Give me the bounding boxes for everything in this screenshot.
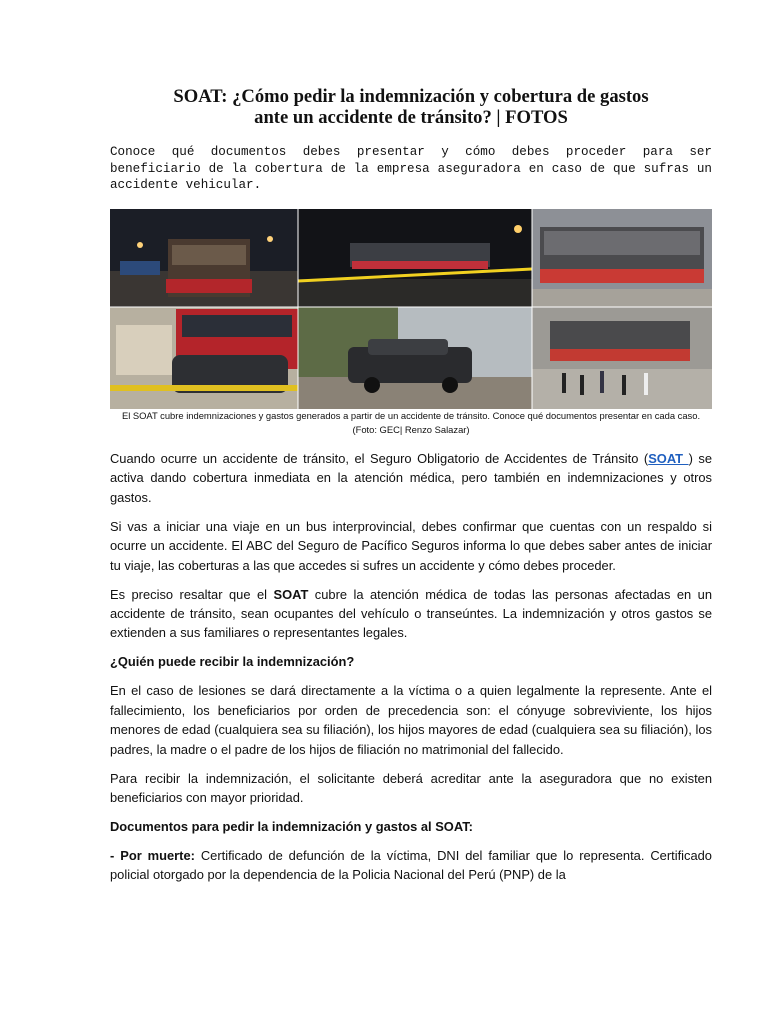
article-body xyxy=(110,449,712,894)
paragraph-2: Si vas a iniciar una viaje en un bus interprovincial, debes confirmar que cuentas con un respaldo si ocurre un accidente. El ABC del Seguro de Pacífico Seguros informa lo que debes saber antes de iniciar tu viaje, las coberturas a las que accedes si sufres un accidente y cómo debes proceder. xyxy=(110,518,712,573)
paragraph-1-text-a: Cuando ocurre un accidente de tránsito, el Seguro Obligatorio de Accidentes de Tránsito ( xyxy=(110,451,649,466)
collage-graphic xyxy=(110,209,712,409)
heading-documents: Documentos para pedir la indemnización y gastos al SOAT: xyxy=(110,819,473,835)
paragraph-5: Para recibir la indemnización, el solicitante deberá acreditar ante la aseguradora que no existen beneficiarios con mayor prioridad. xyxy=(110,770,712,806)
paragraph-6 xyxy=(110,846,712,885)
accident-photo-collage xyxy=(110,209,712,409)
photo-panel-burned-bus-night xyxy=(110,209,298,307)
article-title xyxy=(110,86,712,128)
photo-panel-bus-crowd xyxy=(532,307,712,409)
photo-panel-suv xyxy=(298,307,532,409)
paragraph-1-text-b: ) se activa dando cobertura inmediata en la atención médica, pero también en indemnizaciones y otros gastos. xyxy=(110,451,712,505)
photo-panel-police-tape xyxy=(298,209,532,307)
paragraph-4: En el caso de lesiones se dará directamente a la víctima o a quien legalmente la represente. Ante el fallecimiento, los beneficiarios por orden de precedencia son: el cónyuge sobreviviente, los hijos menores de edad (cualquiera sea su filiación), los hijos mayores de edad (cualquiera sea su filiación), los padres, la madre o el padre de los hijos de filiación no matrimonial del fallecido. xyxy=(110,683,712,757)
photo-panel-crashed-car xyxy=(110,307,298,409)
paragraph-1 xyxy=(110,449,712,507)
title-line-2: ante un accidente de tránsito? | FOTOS xyxy=(254,107,568,128)
paragraph-6-label: - Por muerte: xyxy=(110,848,195,864)
article-intro: Conoce qué documentos debes presentar y cómo debes proceder para ser beneficiario de la cobertura de la empresa aseguradora en caso de que sufras un accidente vehicular. xyxy=(110,145,712,192)
paragraph-6-text: Certificado de defunción de la víctima, DNI del familiar que lo representa. Certificado policial otorgado por la dependencia de la Policia Nacional del Perú (PNP) de la xyxy=(110,848,712,883)
paragraph-3-text-b: cubre la atención médica de todas las personas afectadas en un accidente de tránsito, sean ocupantes del vehículo o transeúntes. La indemnización y otros gastos se extienden a sus familiares o representantes legales. xyxy=(110,586,713,641)
photo-panel-burned-bus-day xyxy=(532,209,712,307)
photo-caption: El SOAT cubre indemnizaciones y gastos generados a partir de un accidente de tránsito. Conoce qué documentos presentar en cada caso. (Foto: GEC| Renzo Salazar) xyxy=(121,410,701,435)
paragraph-3 xyxy=(110,585,712,643)
soat-link[interactable]: SOAT xyxy=(648,451,689,466)
heading-beneficiaries: ¿Quién puede recibir la indemnización? xyxy=(110,654,355,670)
title-line-1: SOAT: ¿Cómo pedir la indemnización y cobertura de gastos xyxy=(173,86,649,107)
paragraph-3-soat: SOAT xyxy=(273,586,309,602)
paragraph-3-text-a: Es preciso resaltar que el xyxy=(110,586,274,602)
